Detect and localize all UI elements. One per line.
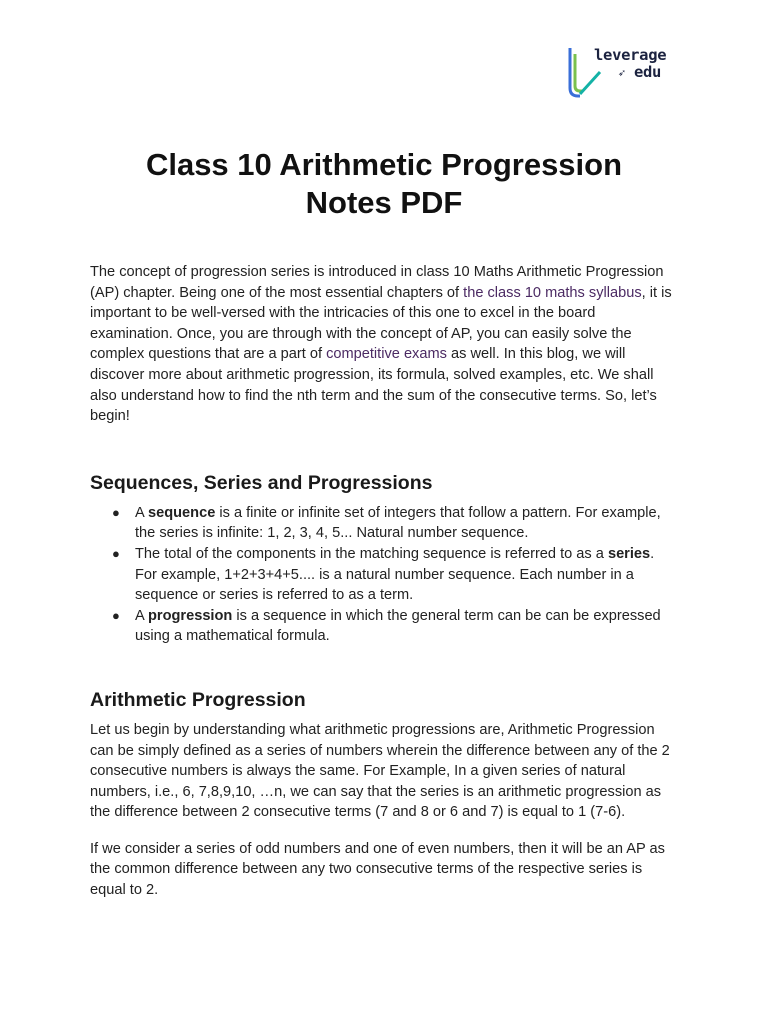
list-item: ● A progression is a sequence in which the general term can be can be expressed using a mathematical formula. bbox=[112, 607, 661, 645]
competitive-exams-link[interactable]: competitive exams bbox=[326, 346, 447, 363]
rocket-icon: ➶ bbox=[618, 66, 625, 80]
bullet-icon: ● bbox=[112, 607, 120, 623]
page-title: Class 10 Arithmetic Progression Notes PDF bbox=[145, 147, 623, 220]
list-item: ● A sequence is a finite or infinite set of integers that follow a pattern. For example, the series is infinite: 1, 2, 3, 4, 5... Natural number sequence. bbox=[112, 504, 661, 542]
bullet-icon: ● bbox=[112, 545, 120, 561]
section-heading-sequences: Sequences, Series and Progressions bbox=[90, 471, 433, 494]
class-10-syllabus-link[interactable]: the class 10 maths syllabus bbox=[463, 284, 642, 301]
definitions-list bbox=[90, 503, 680, 647]
section-heading-arithmetic-progression: Arithmetic Progression bbox=[90, 688, 306, 711]
list-item: ● The total of the components in the matching sequence is referred to as a series. For example, 1+2+3+4+5.... is a natural number sequence. Each number in a sequence or series is referred to as a term. bbox=[112, 545, 655, 604]
logo-word-leverage: leverage bbox=[594, 46, 667, 64]
logo-wordmark bbox=[594, 47, 666, 82]
ap-definition-paragraph: Let us begin by understanding what arithmetic progressions are, Arithmetic Progression can be simply defined as a series of numbers wherein the difference between any of the 2 consecutive numbers is always the same. For Example, In a given series of natural numbers, i.e., 6, 7,8,9,10, …n, we can say that the series is an arithmetic progression as the difference between 2 consecutive terms (7 and 8 or 6 and 7) is equal to 1 (7-6). bbox=[90, 721, 670, 821]
leverage-edu-logo bbox=[566, 44, 678, 104]
bullet-icon: ● bbox=[112, 504, 120, 520]
ap-odd-even-paragraph: If we consider a series of odd numbers and one of even numbers, then it will be an AP as the common difference between any two consecutive terms of the respective series is equal to 2. bbox=[90, 840, 665, 899]
document-body bbox=[90, 262, 680, 901]
logo-word-edu: ➶ edu bbox=[618, 63, 662, 81]
intro-paragraph: The concept of progression series is introduced in class 10 Maths Arithmetic Progression (AP) chapter. Being one of the most essential chapters of the class 10 maths syllabus, it is important to be well-versed with the intricacies of this one to excel in the board examination. Once, you are through with the concept of AP, you can easily solve the complex questions that are a part of competitive exams as well. In this blog, we will discover more about arithmetic progression, its formula, solved examples, etc. We shall also understand how to find the nth term and the sum of the consecutive terms. So, let’s begin! bbox=[90, 264, 672, 425]
